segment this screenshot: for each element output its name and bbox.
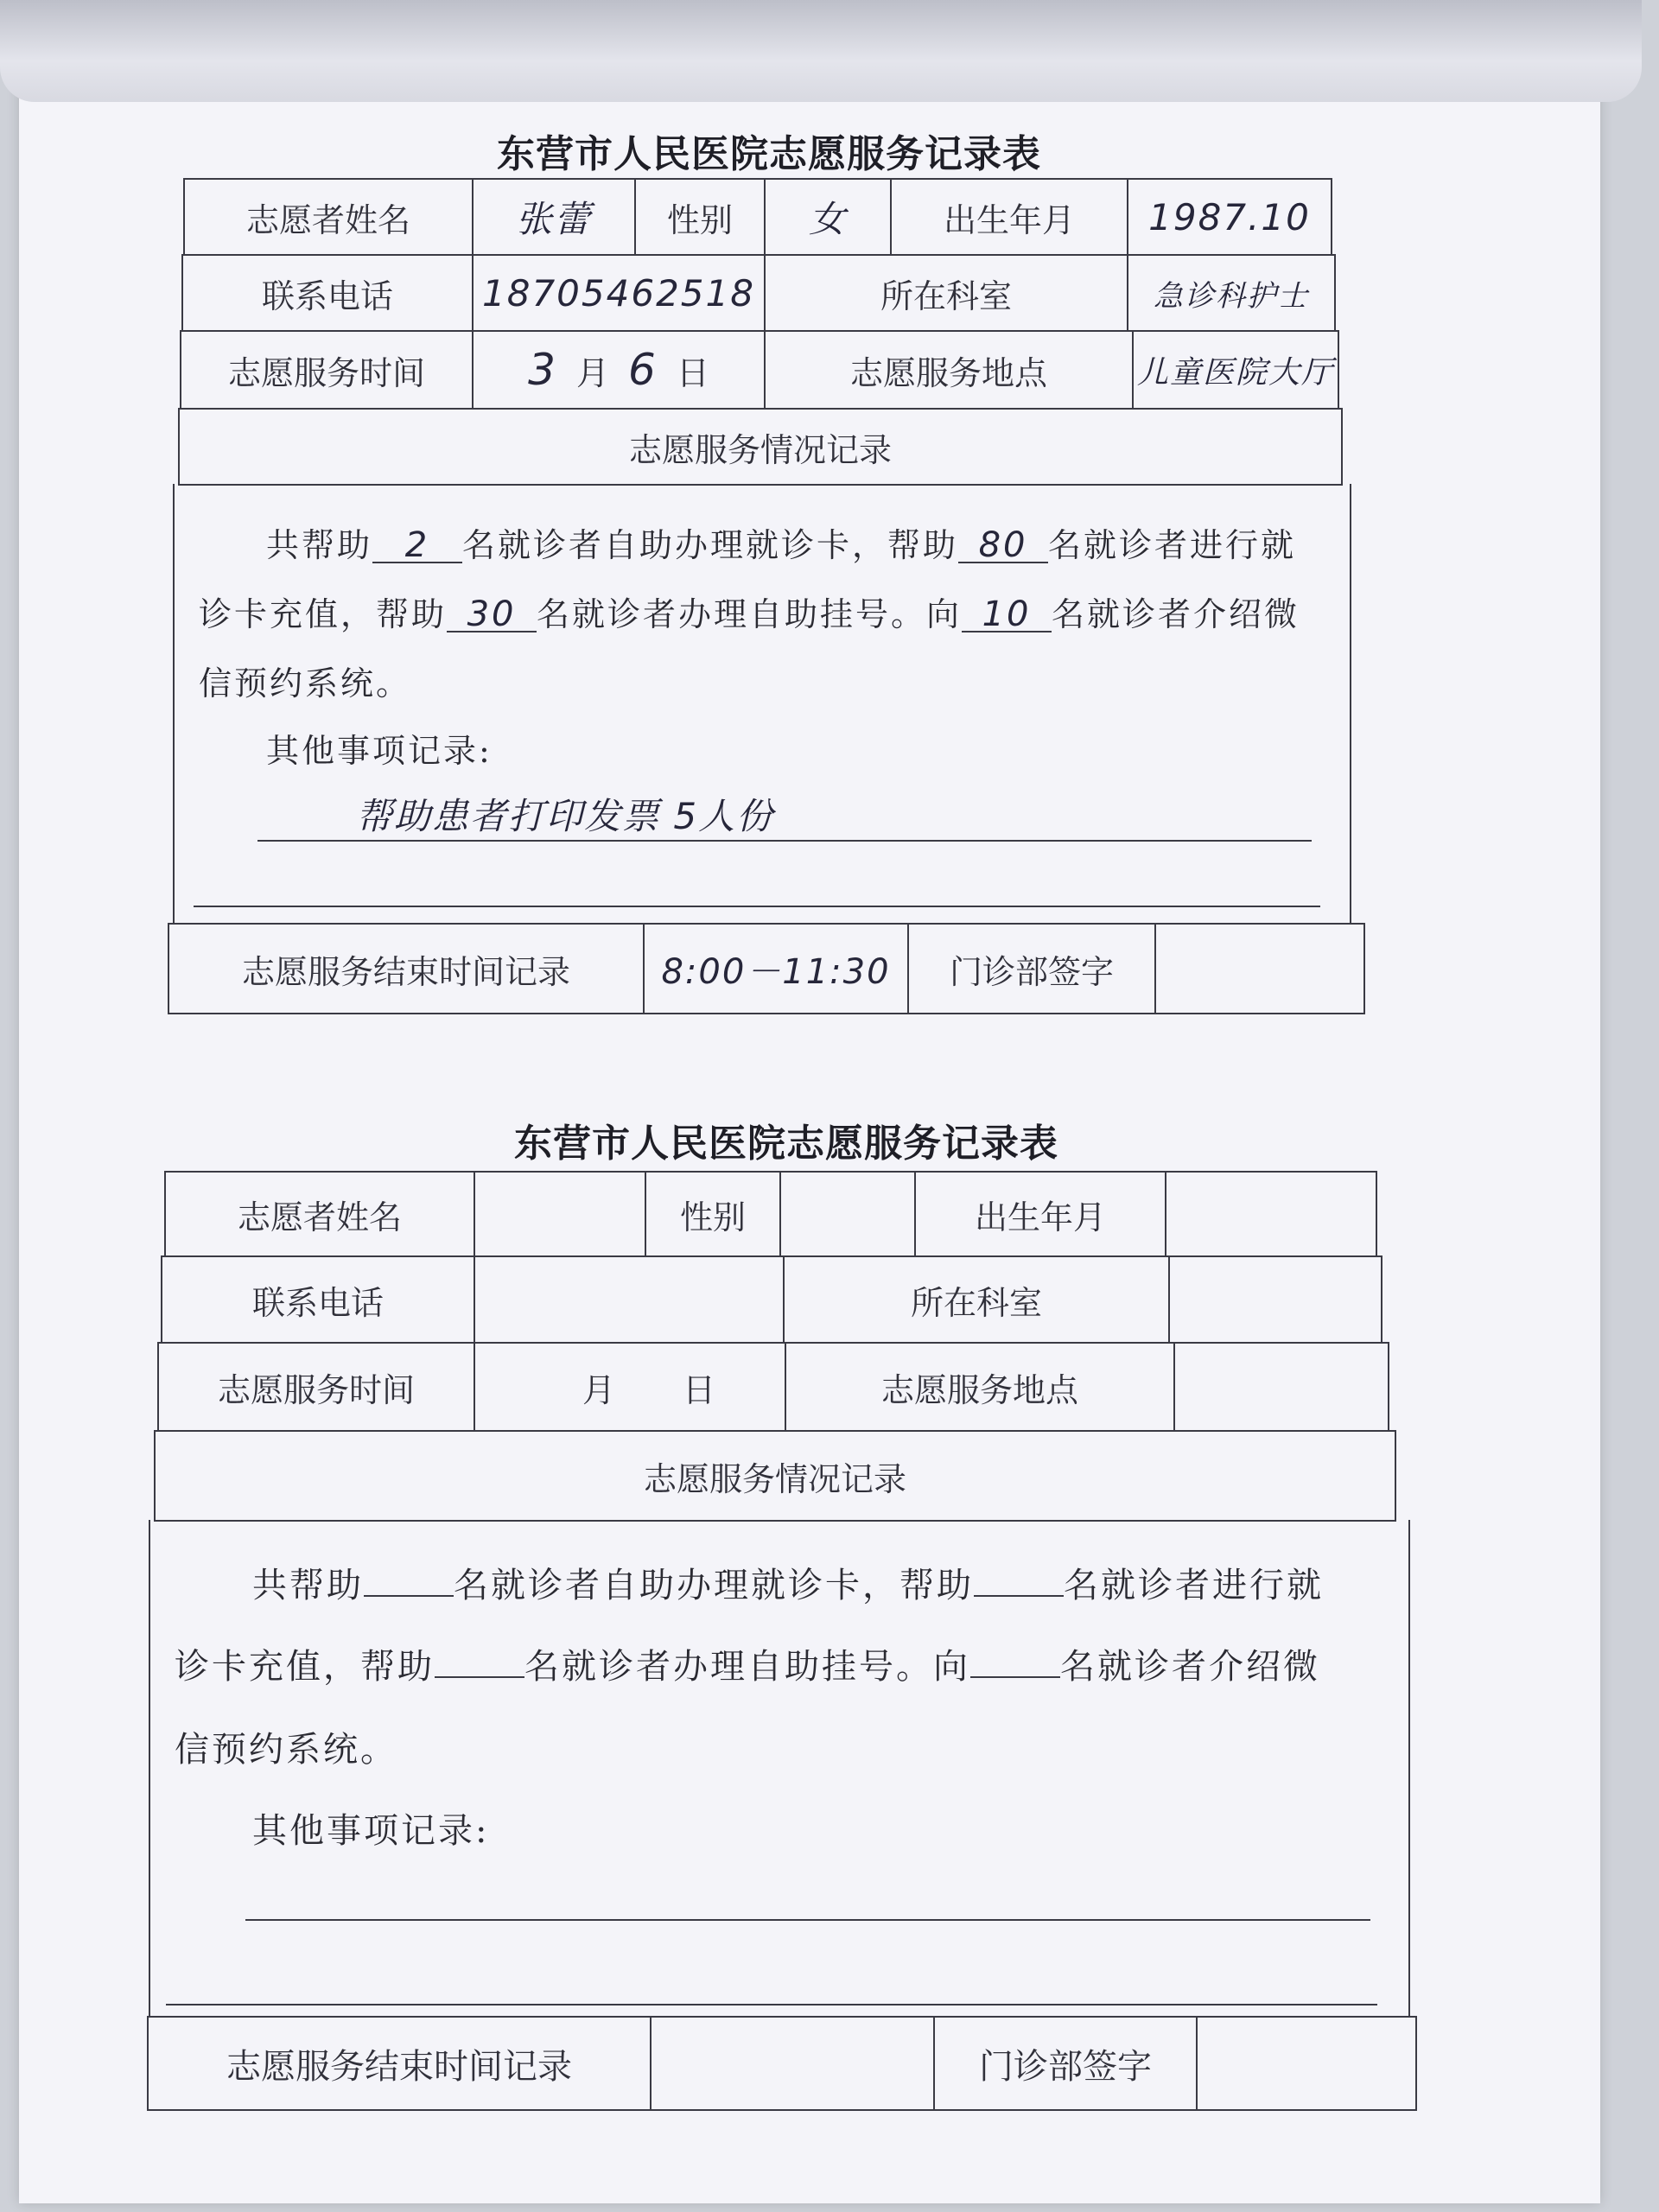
value-month: 3 — [528, 345, 557, 395]
value-end-time[interactable]: 8:00－11:30 — [643, 923, 909, 1014]
value-service-date[interactable] — [474, 1342, 786, 1432]
value-gender[interactable] — [779, 1171, 916, 1257]
other-items-label: 其他事项记录: — [266, 732, 493, 770]
count-self-registration[interactable] — [435, 1676, 524, 1678]
volunteer-form-blank — [147, 1102, 1426, 2121]
record-text: 名就诊者自助办理就诊卡，帮助 — [454, 1566, 974, 1605]
record-body — [149, 1520, 1410, 2018]
other-items-line-2 — [166, 2004, 1377, 2005]
count-wechat-intro[interactable] — [970, 1676, 1060, 1678]
month-unit: 月 — [582, 1370, 615, 1409]
section-header: 志愿服务情况记录 — [154, 1430, 1396, 1522]
value-phone[interactable] — [474, 1255, 785, 1344]
label-end-time: 志愿服务结束时间记录 — [147, 2016, 652, 2111]
record-text: 名就诊者进行就 — [1048, 526, 1297, 564]
record-text: 名就诊者介绍微 — [1060, 1647, 1320, 1687]
record-text: 名就诊者自助办理就诊卡，帮助 — [462, 526, 959, 564]
count-card-applications[interactable]: 2 — [372, 529, 462, 563]
value-name[interactable]: 张蕾 — [472, 178, 636, 256]
label-gender: 性别 — [645, 1171, 781, 1257]
record-text: 共帮助 — [266, 526, 373, 564]
label-signature: 门诊部签字 — [907, 923, 1156, 1014]
section-header: 志愿服务情况记录 — [178, 408, 1343, 486]
form-title: 东营市人民医院志愿服务记录表 — [497, 132, 1041, 176]
record-line-2 — [175, 1639, 1384, 1688]
label-service-time: 志愿服务时间 — [157, 1342, 475, 1432]
label-name: 志愿者姓名 — [183, 178, 474, 256]
count-self-registration[interactable]: 30 — [447, 598, 537, 632]
value-department[interactable]: 急诊科护士 — [1127, 254, 1336, 332]
value-signature[interactable] — [1154, 923, 1365, 1014]
count-card-recharge[interactable] — [974, 1595, 1064, 1597]
value-service-date[interactable] — [472, 330, 766, 410]
value-phone[interactable]: 18705462518 — [472, 254, 766, 332]
label-gender: 性别 — [634, 178, 766, 256]
label-department: 所在科室 — [783, 1255, 1170, 1344]
other-items-line-1 — [245, 1919, 1370, 1921]
record-text: 名就诊者介绍微 — [1052, 595, 1300, 633]
value-day: 6 — [628, 345, 658, 395]
value-department[interactable] — [1168, 1255, 1382, 1344]
value-service-place[interactable] — [1173, 1342, 1389, 1432]
value-name[interactable] — [474, 1171, 646, 1257]
label-service-place: 志愿服务地点 — [785, 1342, 1175, 1432]
record-line-3: 信预约系统。 — [199, 664, 412, 702]
value-birth[interactable] — [1165, 1171, 1377, 1257]
label-phone: 联系电话 — [181, 254, 474, 332]
value-signature[interactable] — [1196, 2016, 1417, 2111]
other-items-line-1 — [257, 840, 1312, 842]
label-service-time: 志愿服务时间 — [180, 330, 474, 410]
other-items-line-2 — [194, 906, 1320, 907]
record-text: 名就诊者办理自助挂号。向 — [524, 1647, 970, 1687]
other-items-text[interactable]: 帮助患者打印发票 5人份 — [356, 795, 775, 837]
record-line-1 — [175, 1558, 1384, 1607]
binder-top-edge — [0, 0, 1642, 102]
record-line-2 — [199, 588, 1325, 635]
other-items-label: 其他事项记录: — [252, 1811, 490, 1851]
label-signature: 门诊部签字 — [933, 2016, 1198, 2111]
value-service-place[interactable]: 儿童医院大厅 — [1132, 330, 1339, 410]
day-unit: 日 — [676, 353, 709, 392]
record-text: 名就诊者进行就 — [1064, 1566, 1324, 1605]
record-line-3: 信预约系统。 — [175, 1730, 397, 1770]
value-gender[interactable]: 女 — [764, 178, 892, 256]
label-end-time: 志愿服务结束时间记录 — [168, 923, 645, 1014]
record-text: 诊卡充值，帮助 — [199, 595, 448, 633]
label-name: 志愿者姓名 — [164, 1171, 475, 1257]
month-unit: 月 — [575, 353, 609, 392]
record-body — [173, 484, 1351, 925]
value-birth[interactable]: 1987.10 — [1127, 178, 1332, 256]
value-end-time[interactable] — [650, 2016, 935, 2111]
volunteer-form-filled — [164, 112, 1374, 1028]
record-text: 诊卡充值，帮助 — [175, 1647, 435, 1687]
form-title: 东营市人民医院志愿服务记录表 — [514, 1122, 1058, 1166]
day-unit: 日 — [683, 1370, 716, 1409]
label-birth: 出生年月 — [890, 178, 1128, 256]
count-card-applications[interactable] — [364, 1595, 454, 1597]
record-text: 名就诊者办理自助挂号。向 — [537, 595, 963, 633]
label-phone: 联系电话 — [161, 1255, 475, 1344]
label-department: 所在科室 — [764, 254, 1128, 332]
count-wechat-intro[interactable]: 10 — [962, 598, 1052, 632]
record-line-1 — [199, 518, 1325, 566]
count-card-recharge[interactable]: 80 — [958, 529, 1048, 563]
label-birth: 出生年月 — [914, 1171, 1166, 1257]
label-service-place: 志愿服务地点 — [764, 330, 1134, 410]
record-text: 共帮助 — [252, 1566, 364, 1605]
